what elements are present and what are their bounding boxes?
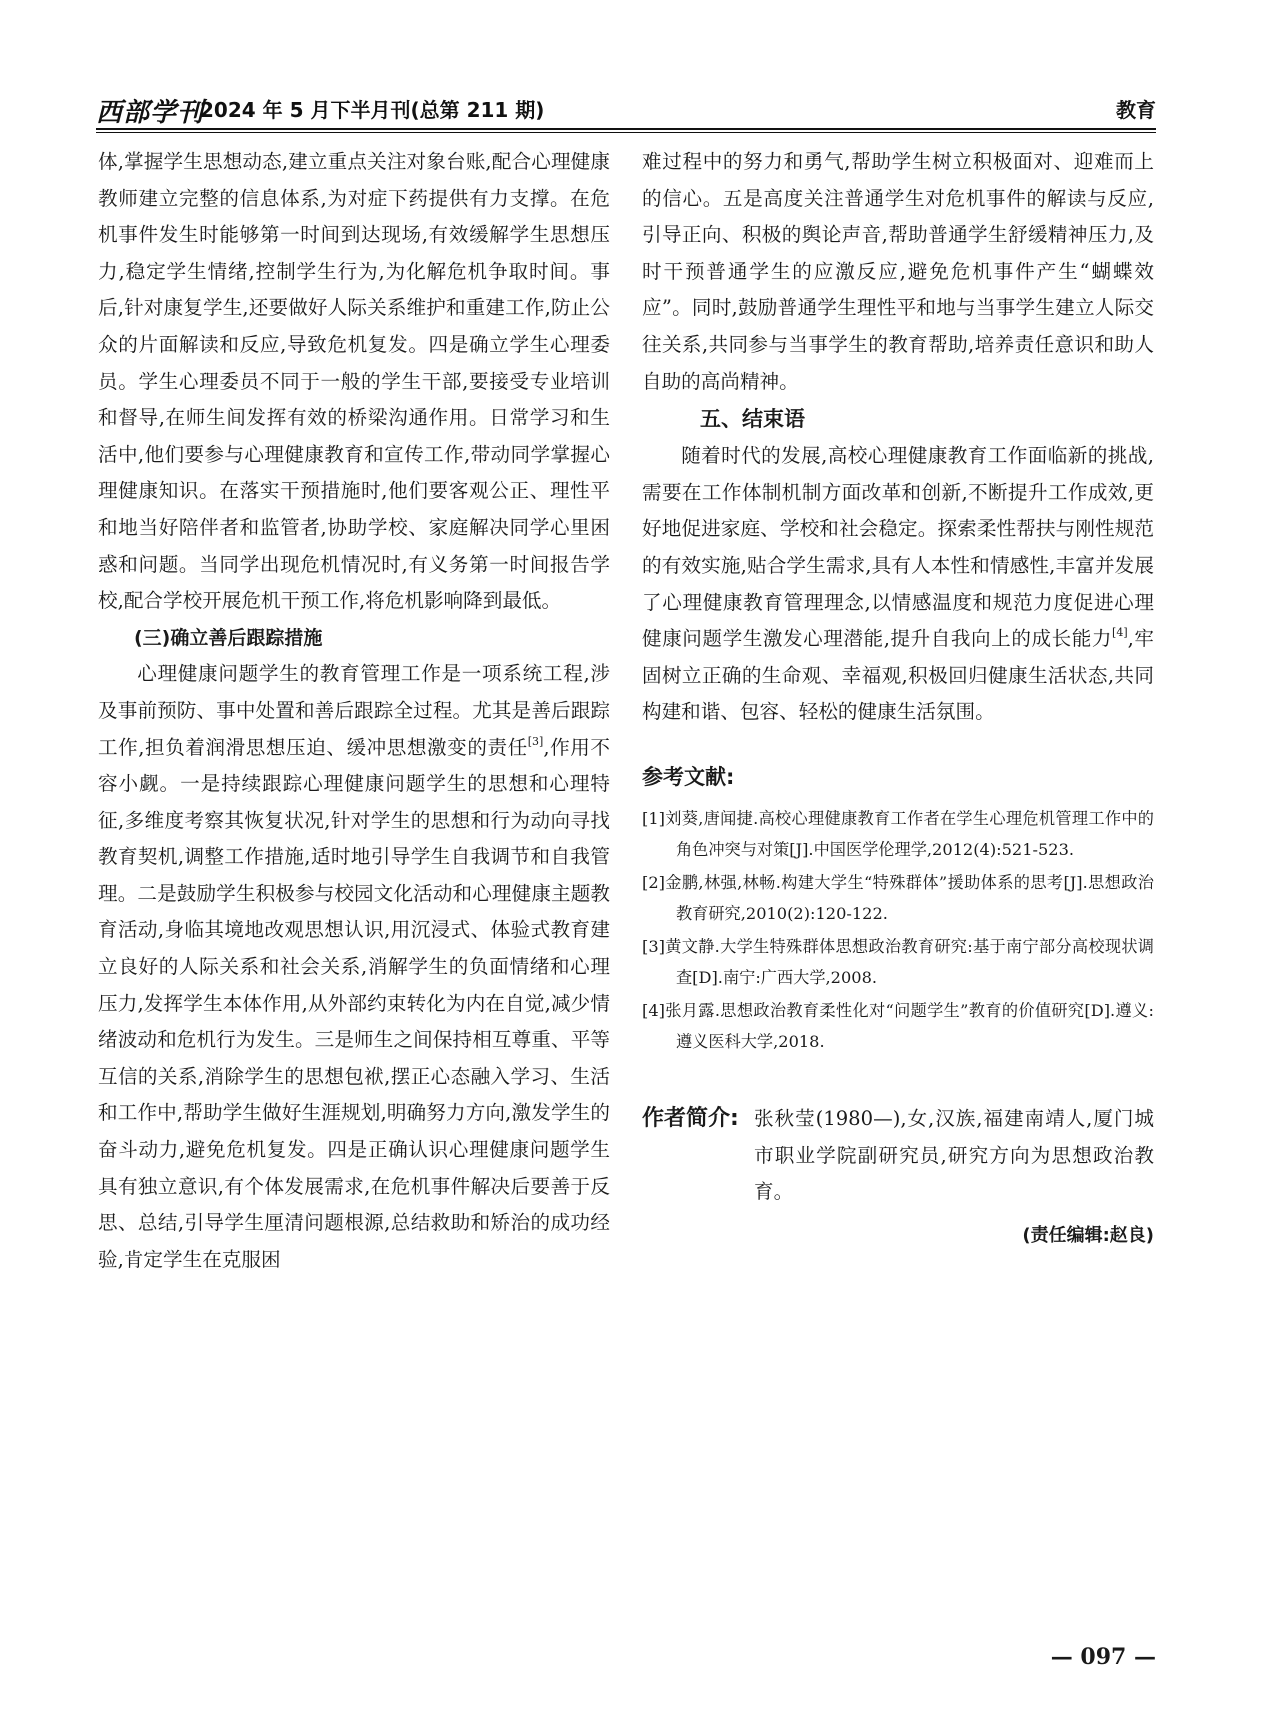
header-rule-thin <box>96 132 1156 133</box>
header-rule <box>96 128 1156 130</box>
reference-item: [1]刘葵,唐闻捷.高校心理健康教育工作者在学生心理危机管理工作中的角色冲突与对策[J].中国医学伦理学,2012(4):521-523. <box>642 808 1154 859</box>
reference-item: [2]金鹏,林强,林畅.构建大学生“特殊群体”援助体系的思考[J].思想政治教育研究,2010(2):120-122. <box>642 872 1154 923</box>
reference-item: [3]黄文静.大学生特殊群体思想政治教育研究:基于南宁部分高校现状调查[D].南宁:广西大学,2008. <box>642 936 1154 987</box>
text-span: 心理健康问题学生的教育管理工作是一项系统工程,涉及事前预防、事中处置和善后跟踪全过程。尤其是善后跟踪工作,担负着润滑思想压迫、缓冲思想激变的责任 <box>98 662 610 759</box>
citation-marker: [3] <box>527 734 544 748</box>
subsection-heading: (三)确立善后跟踪措施 <box>134 626 323 649</box>
author-bio <box>642 1101 1154 1211</box>
section-heading: 五、结束语 <box>700 407 805 432</box>
right-column <box>642 144 1154 1253</box>
issue-info: 2024 年 5 月下半月刊(总第 211 期) <box>200 98 545 122</box>
section-label: 教育 <box>1116 98 1156 122</box>
journal-logo: 西部学刊 <box>96 98 205 128</box>
author-bio-label: 作者简介: <box>642 1105 739 1131</box>
paragraph <box>642 438 1154 731</box>
paragraph <box>98 656 610 1278</box>
text-span: 随着时代的发展,高校心理健康教育工作面临新的挑战,需要在工作体制机制方面改革和创新,不断提升工作成效,更好地促进家庭、学校和社会稳定。探索柔性帮扶与刚性规范的有效实施,贴合学生需求,具有人本性和情感性,丰富并发展了心理健康教育管理理念,以情感温度和规范力度促进心理健康问题学生激发心理潜能,提升自我向上的成长能力 <box>642 444 1154 651</box>
left-column <box>98 144 610 1278</box>
reference-list <box>642 803 1154 1057</box>
responsible-editor: (责任编辑:赵良) <box>1022 1224 1154 1246</box>
text-span: ,牢固树立正确的生命观、幸福观,积极回归健康生活状态,共同构建和谐、包容、轻松的健康生活氛围。 <box>642 627 1154 724</box>
paragraph: 难过程中的努力和勇气,帮助学生树立积极面对、迎难而上的信心。五是高度关注普通学生对危机事件的解读与反应,引导正向、积极的舆论声音,帮助普通学生舒缓精神压力,及时干预普通学生的应激反应,避免危机事件产生“蝴蝶效应”。同时,鼓励普通学生理性平和地与当事学生建立人际交往关系,共同参与当事学生的教育帮助,培养责任意识和助人自助的高尚精神。 <box>642 150 1154 393</box>
author-bio-text: 张秋莹(1980—),女,汉族,福建南靖人,厦门城市职业学院副研究员,研究方向为思想政治教育。 <box>754 1106 1154 1204</box>
page-number: — 097 — <box>1050 1644 1156 1670</box>
reference-item: [4]张月露.思想政治教育柔性化对“问题学生”教育的价值研究[D].遵义:遵义医科大学,2018. <box>642 1000 1154 1051</box>
references-heading: 参考文献: <box>642 764 735 789</box>
page-header <box>96 88 1156 128</box>
citation-marker: [4] <box>1112 626 1128 640</box>
text-span: ,作用不容小觑。一是持续跟踪心理健康问题学生的思想和心理特征,多维度考察其恢复状况,针对学生的思想和行为动向寻找教育契机,调整工作措施,适时地引导学生自我调节和自我管理。二是鼓励学生积极参与校园文化活动和心理健康主题教育活动,身临其境地改观思想认识,用沉浸式、体验式教育建立良好的人际关系和社会关系,消解学生的负面情绪和心理压力,发挥学生本体作用,从外部约束转化为内在自觉,减少情绪波动和危机行为发生。三是师生之间保持相互尊重、平等互信的关系,消除学生的思想包袱,摆正心态融入学习、生活和工作中,帮助学生做好生涯规划,明确努力方向,激发学生的奋斗动力,避免危机复发。四是正确认识心理健康问题学生具有独立意识,有个体发展需求,在危机事件解决后要善于反思、总结,引导学生厘清问题根源,总结救助和矫治的成功经验,肯定学生在克服困 <box>98 735 610 1271</box>
paragraph: 体,掌握学生思想动态,建立重点关注对象台账,配合心理健康教师建立完整的信息体系,为对症下药提供有力支撑。在危机事件发生时能够第一时间到达现场,有效缓解学生思想压力,稳定学生情绪,控制学生行为,为化解危机争取时间。事后,针对康复学生,还要做好人际关系维护和重建工作,防止公众的片面解读和反应,导致危机复发。四是确立学生心理委员。学生心理委员不同于一般的学生干部,要接受专业培训和督导,在师生间发挥有效的桥梁沟通作用。日常学习和生活中,他们要参与心理健康教育和宣传工作,带动同学掌握心理健康知识。在落实干预措施时,他们要客观公正、理性平和地当好陪伴者和监管者,协助学校、家庭解决同学心里困惑和问题。当同学出现危机情况时,有义务第一时间报告学校,配合学校开展危机干预工作,将危机影响降到最低。 <box>98 150 610 613</box>
